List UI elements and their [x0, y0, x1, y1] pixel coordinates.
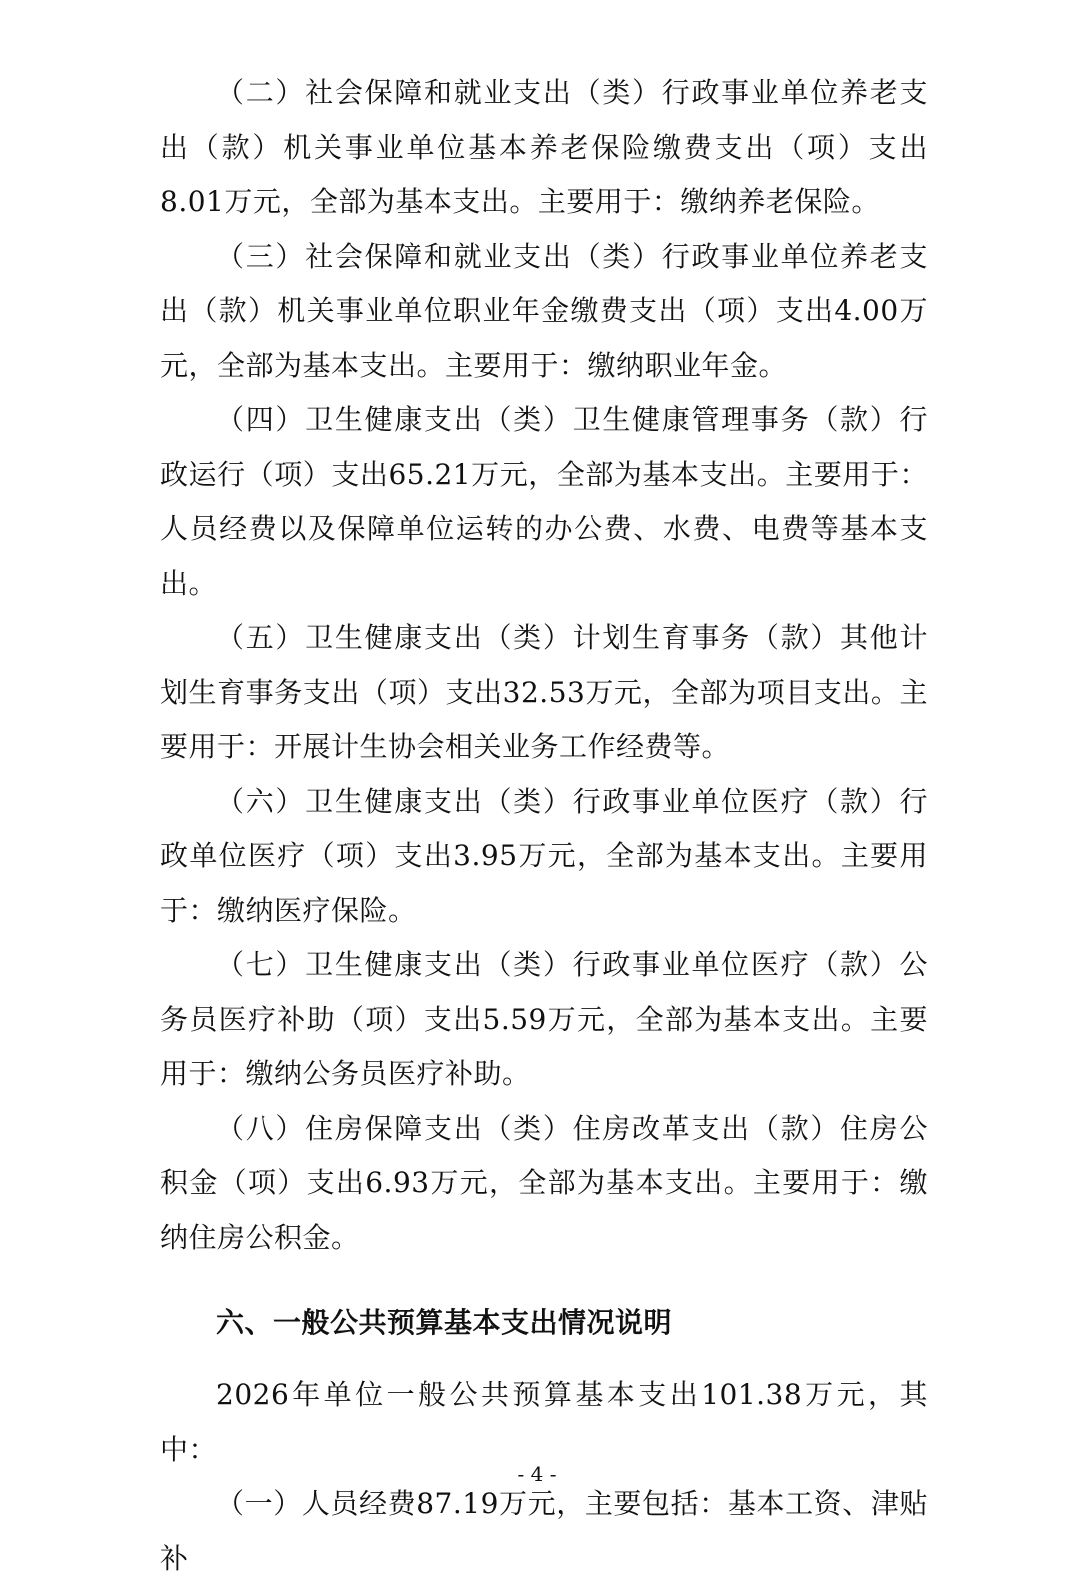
page-number: - 4 - [517, 1462, 557, 1486]
paragraph-item-6: （六）卫生健康支出（类）行政事业单位医疗（款）行政单位医疗（项）支出3.95万元，全部为基本支出。主要用于：缴纳医疗保险。 [160, 784, 928, 927]
page-body [160, 66, 928, 1586]
paragraph-personnel-costs: （一）人员经费87.19万元，主要包括：基本工资、津贴补 [160, 1487, 928, 1575]
paragraph-item-5: （五）卫生健康支出（类）计划生育事务（款）其他计划生育事务支出（项）支出32.53万元，全部为项目支出。主要用于：开展计生协会相关业务工作经费等。 [160, 621, 928, 763]
paragraph-item-2: （二）社会保障和就业支出（类）行政事业单位养老支出（款）机关事业单位基本养老保险缴费支出（项）支出8.01万元，全部为基本支出。主要用于：缴纳养老保险。 [160, 76, 928, 218]
paragraph-item-4: （四）卫生健康支出（类）卫生健康管理事务（款）行政运行（项）支出65.21万元，全部为基本支出。主要用于：人员经费以及保障单位运转的办公费、水费、电费等基本支出。 [160, 403, 928, 600]
paragraph-item-8: （八）住房保障支出（类）住房改革支出（款）住房公积金（项）支出6.93万元，全部为基本支出。主要用于：缴纳住房公积金。 [160, 1111, 928, 1254]
paragraph-summary: 2026年单位一般公共预算基本支出101.38万元，其中： [160, 1378, 928, 1466]
paragraph-item-7: （七）卫生健康支出（类）行政事业单位医疗（款）公务员医疗补助（项）支出5.59万元，全部为基本支出。主要用于：缴纳公务员医疗补助。 [160, 948, 928, 1090]
section-heading: 六、一般公共预算基本支出情况说明 [216, 1306, 673, 1339]
paragraph-item-3: （三）社会保障和就业支出（类）行政事业单位养老支出（款）机关事业单位职业年金缴费支出（项）支出4.00万元，全部为基本支出。主要用于：缴纳职业年金。 [160, 239, 928, 382]
